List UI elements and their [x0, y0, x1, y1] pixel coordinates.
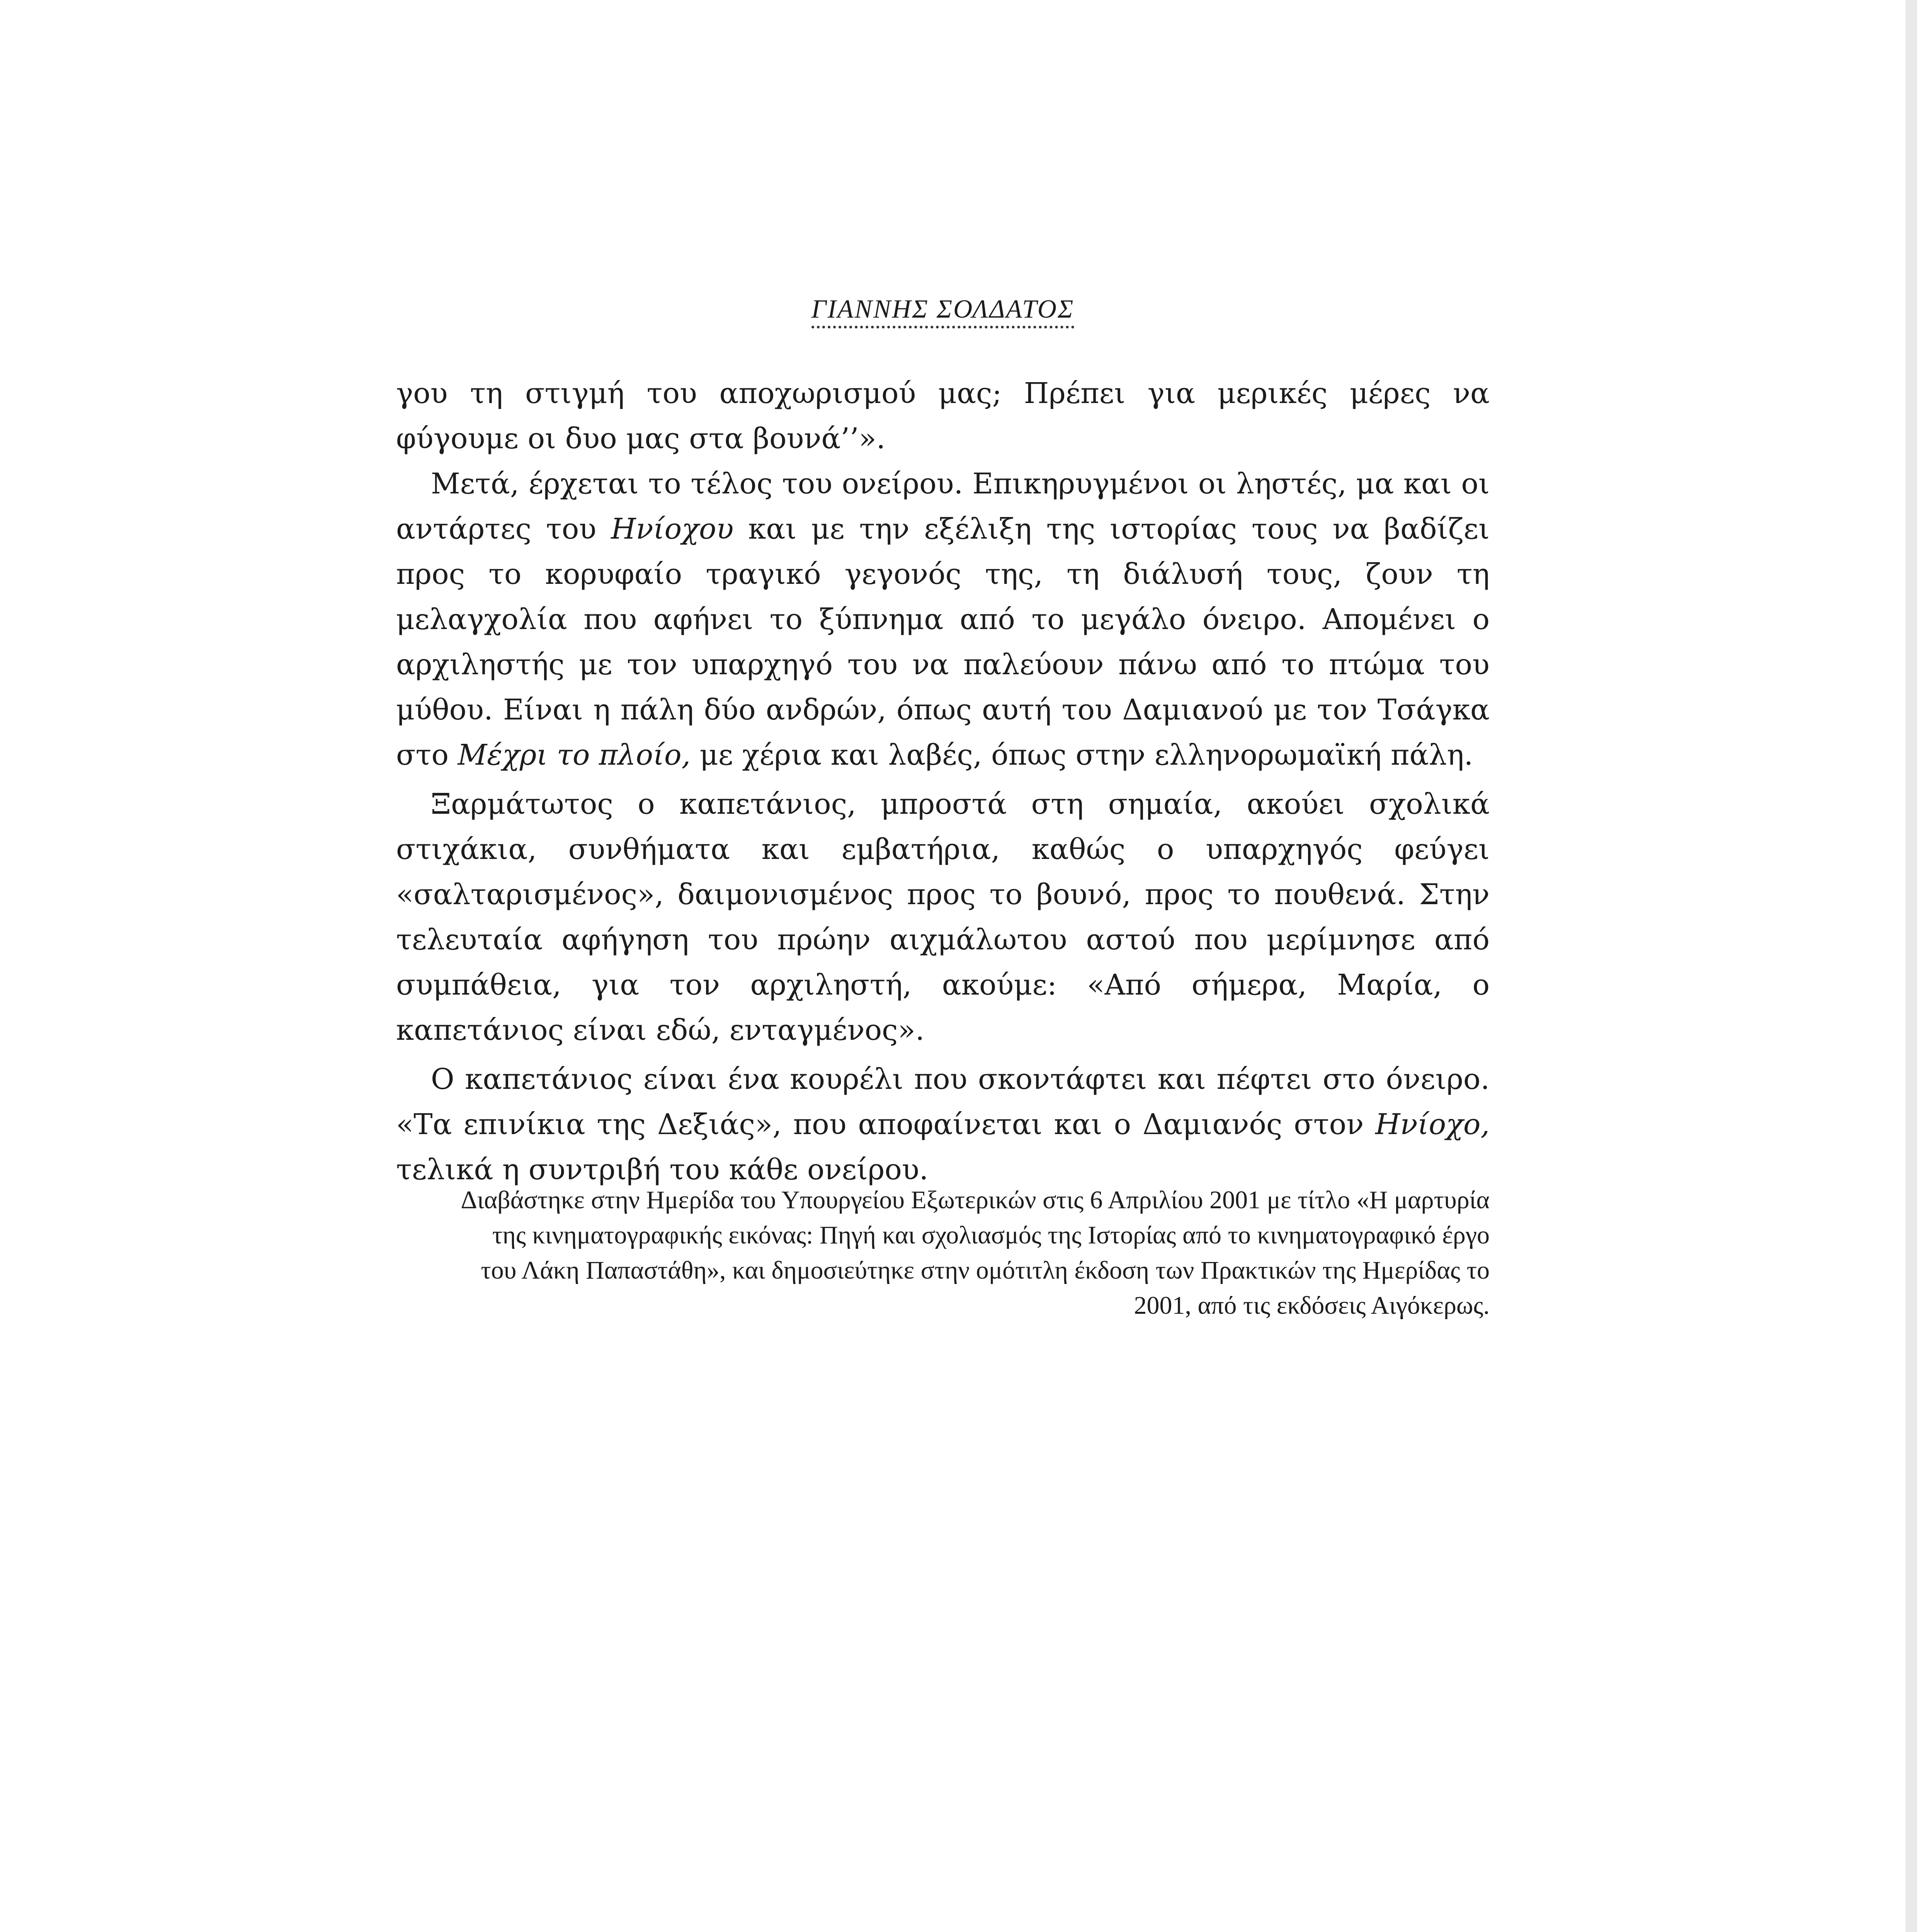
body-text [396, 371, 1490, 1192]
film-title-hniochos: Ηνίοχου [611, 512, 734, 546]
film-title-hnioxo: Ηνίοχο, [1375, 1108, 1490, 1141]
paragraph-4-text-b: τελικά η συντριβή του κάθε ονείρου. [396, 1153, 929, 1186]
paragraph-4-text-a: Ο καπετάνιος είναι ένα κουρέλι που σκοντάφτει και πέφτει στο όνειρο. «Τα επινίκια της Δεξιάς», που αποφαίνεται και ο Δαμιανός στον [396, 1063, 1490, 1141]
paragraph-1: γου τη στιγμή του αποχωρισμού μας; Πρέπει για μερικές μέρες να φύγουμε οι δυο μας στα βουνά’’». [396, 377, 1490, 455]
paragraph-2-text-b: και με την εξέλιξη της ιστορίας τους να βαδίζει προς το κορυφαίο τραγικό γεγονός της, τη διάλυσή τους, ζουν τη μελαγχολία που αφήνει το ξύπνημα από το μεγάλο όνειρο. Απομένει ο αρχιληστής με τον υπαρχηγό του να παλεύουν πάνω από το πτώμα του μύθου. Είναι η πάλη δύο ανδρών, όπως αυτή του Δαμιανού με τον Τσάγκα στο [396, 512, 1490, 772]
page-edge-shadow [1905, 0, 1917, 1932]
film-title-mexri-to-ploio: Μέχρι το πλοίο, [458, 738, 691, 772]
paragraph-2 [396, 461, 1490, 778]
paragraph-4 [396, 1057, 1490, 1192]
running-head [398, 294, 1488, 324]
publication-note: Διαβάστηκε στην Ημερίδα του Υπουργείου Εξωτερικών στις 6 Απριλίου 2001 με τίτλο «Η μαρτυρία της κινηματογραφικής εικόνας: Πηγή και σχολιασμός της Ιστορίας από το κινηματογραφικό έργο του Λάκη Παπαστάθη», και δημοσιεύτηκε στην ομότιτλη έκδοση των Πρακτικών της Ημερίδας το 2001, από τις εκδόσεις Αιγόκερως. [461, 1186, 1490, 1320]
paragraph-3: Ξαρμάτωτος ο καπετάνιος, μπροστά στη σημαία, ακούει σχολικά στιχάκια, συνθήματα και εμβατήρια, καθώς ο υπαρχηγός φεύγει «σαλταρισμένος», δαιμονισμένος προς το βουνό, προς το πουθενά. Στην τελευταία αφήγηση του πρώην αιχμάλωτου αστού που μερίμνησε από συμπάθεια, για τον αρχιληστή, ακούμε: «Από σήμερα, Μαρία, ο καπετάνιος είναι εδώ, ενταγμένος». [396, 787, 1490, 1047]
paragraph-2-text-c: με χέρια και λαβές, όπως στην ελληνορωμαϊκή πάλη. [691, 738, 1473, 772]
paragraph-2-text-a: Μετά, έρχεται το τέλος του ονείρου. Επικηρυγμένοι οι ληστές, μα και οι αντάρτες του [396, 467, 1490, 546]
running-head-author: ΓΙΑΝΝΗΣ ΣΟΛΔΑΤΟΣ [811, 294, 1075, 328]
